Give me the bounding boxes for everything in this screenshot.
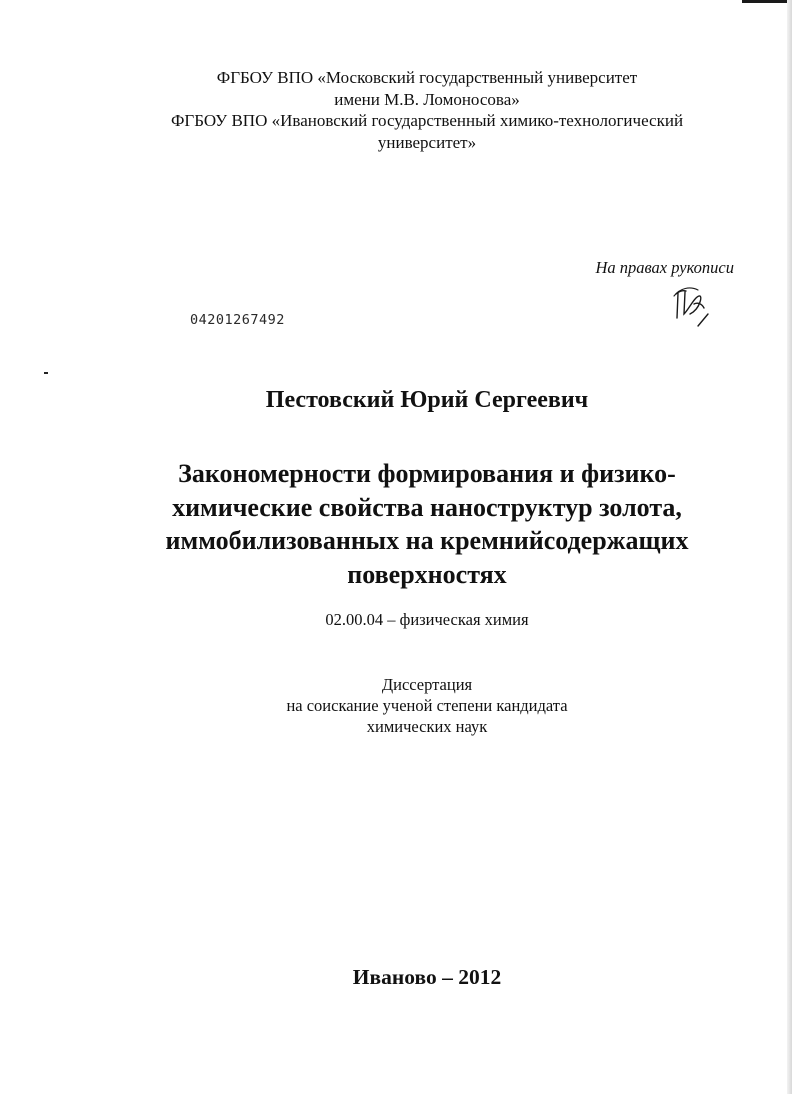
institutions-header: [100, 67, 754, 153]
place-and-year: Иваново – 2012: [352, 965, 502, 989]
specialty-code: 02.00.04 – физическая химия: [325, 610, 529, 629]
title-line: иммобилизованных на кремнийсодержащих: [165, 526, 689, 555]
institution-line: ФГБОУ ВПО «Ивановский государственный химико-технологический: [170, 111, 684, 130]
title-line: химические свойства наноструктур золота,: [172, 492, 682, 522]
archive-stamp-number: 04201267492: [190, 312, 285, 328]
scan-edge-top: [742, 0, 792, 3]
title-line: Закономерности формирования и физико-: [178, 459, 676, 488]
degree-line: химических наук: [366, 717, 488, 736]
scan-edge-right: [787, 0, 792, 1094]
scan-speck: [44, 372, 48, 374]
title-line: поверхностях: [347, 559, 507, 589]
degree-statement: [100, 674, 754, 737]
institution-line: университет»: [377, 132, 477, 152]
institution-line: ФГБОУ ВПО «Московский государственный университет: [216, 68, 638, 87]
degree-line: на соискание ученой степени кандидата: [286, 696, 568, 715]
dissertation-title: [100, 457, 754, 591]
author-name: Пестовский Юрий Сергеевич: [265, 387, 589, 413]
manuscript-rights-note: На правах рукописи: [595, 258, 734, 277]
institution-line: имени М.В. Ломоносова»: [334, 89, 520, 109]
handwritten-signature: [668, 282, 714, 330]
degree-line: Диссертация: [381, 675, 473, 694]
